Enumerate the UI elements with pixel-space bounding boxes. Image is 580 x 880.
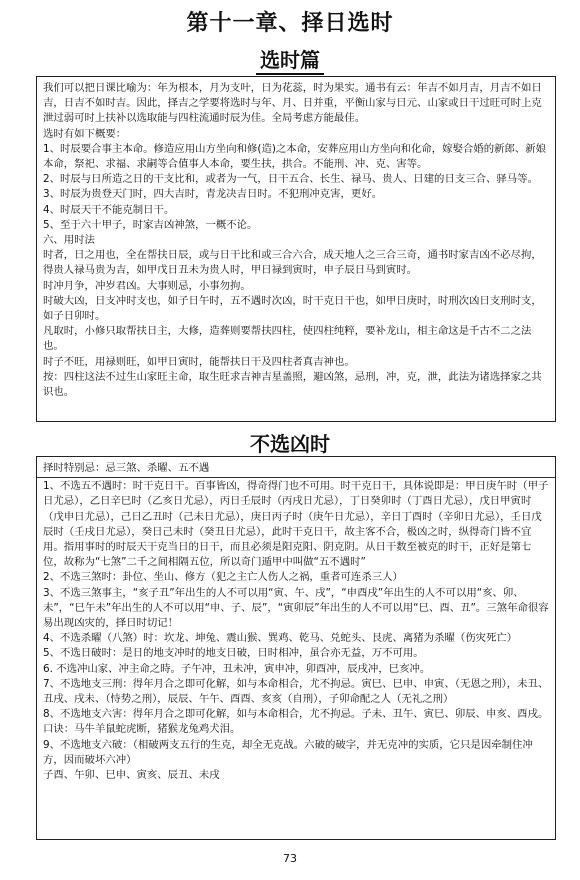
paragraph: 5、至于六十甲子，时家吉凶神煞，一概不论。 xyxy=(43,218,258,231)
section-title-avoid-bad-time: 不选凶时 xyxy=(250,432,330,456)
paragraph: 2、不选三煞时：卦位、坐山、修方（犯之主亡人伤人之祸，重者可连杀三人） xyxy=(43,571,403,584)
paragraph: 1、时辰要合事主本命。修造应用山方坐向和修(造)之本命，安葬应用山方坐向和化命，嫁娶合婚的新郎、新娘本命，祭祀、求福、求嗣等合值事人本命，要生扶，拱合。不能刑、冲、克、害等。 xyxy=(43,142,547,171)
paragraph: 8、不选地支六害：得年月合之即可化解，如与本命相合，尤不拘忌。子未、丑午、寅巳、卯辰、申亥、酉戌。口诀：马牛羊鼠蛇虎断，猪猴龙兔鸡犬泪。 xyxy=(43,708,549,736)
avoid-bad-time-box xyxy=(36,456,556,840)
select-time-box xyxy=(36,76,556,422)
paragraph: 凡取时，小修只取帮扶日主，大修，造葬则要帮扶四柱，使四柱纯粹，要补龙山，相主命这是千古不二之法也。 xyxy=(43,325,532,353)
divider xyxy=(37,477,555,478)
paragraph: 2、时辰与日所造之日的干支比和，或者为一气，日干五合、长生、禄马、贵人、日建的日支三合、驿马等。 xyxy=(43,173,538,186)
paragraph: 9、不选地支六破：（相破两支五行的生克，却全无克战。六破的破字，并无克冲的实质，它只是因牵制住冲方，因而破坏六冲） xyxy=(43,738,533,766)
paragraph: 1、不选五不遇时：时干克日干。百事皆凶，得奇得门也不可用。时干克日干，具体说即是：甲日庚午时（甲子日尤忌），乙日辛巳时（乙亥日尤忌），丙日壬辰时（丙戌日尤忌），丁日癸卯时（丁酉日尤忌），戊日甲寅时（戊申日尤忌），己日乙丑时（己未日尤忌），庚日丙子时（庚午日尤忌），辛日丁酉时（辛卯日尤忌），壬日戊辰时（壬戌日尤忌），癸日己未时（癸丑日尤忌），此时干克日干，故主客不合，极凶之时，纵得奇门皆不宜用。指用事时的时辰天干克当日的日干，而且必须是阳克阳、阴克阴。从日干数至被克的时干，正好是第七位，故称为“七煞”二千之间相隔五位，所以奇门遁甲中叫做“五不遇时” xyxy=(43,480,549,569)
paragraph: 7、不选地支三刑：得年月合之即可化解，如与本命相合，尤不拘忌。寅巳、巳申、申寅、（无恩之刑），未丑、丑戌、戌未、（恃势之刑），辰辰、午午、酉酉、亥亥（自刑），子卯命配之人（无礼之刑） xyxy=(43,677,549,706)
paragraph: 4、时辰天干不能克制日干。 xyxy=(43,203,175,216)
paragraph: 6. 不选冲山家、冲主命之時。子午冲，丑未冲，寅申冲，卯酉冲，辰戌冲，巳亥冲。 xyxy=(43,662,431,675)
paragraph: 时破大凶，日支冲时支也，如子日午时，五不遇时次凶，时干克日干也，如甲日庚时，时刑次凶日支刑时支，如子日卯时。 xyxy=(43,294,542,323)
paragraph: 按：四柱这法不过生山家旺主命，取生旺求吉神吉星盖照，避凶煞，忌刑，冲，克，泄，此法为诸选择家之共识也。 xyxy=(43,370,542,399)
paragraph: 3、时辰为贵登天门时，四大吉时，青龙决吉日时。不犯刑冲克害，更好。 xyxy=(43,188,383,201)
section-title-select-time xyxy=(0,44,580,73)
paragraph: 子酉、午卯、巳申、寅亥、辰丑、未戌 xyxy=(43,769,220,782)
paragraph: 时冲月争，冲岁君凶。大事则忌，小事勿拘。 xyxy=(43,279,251,292)
paragraph: 4、不选杀曜（八煞）时：坎龙、坤兔、震山猴、巽鸡、乾马、兑蛇头、艮虎、离猪为杀曜（伤灾死亡） xyxy=(43,632,518,645)
paragraph: 时者，日之用也，全在帮扶日辰，或与日干比和或三合六合，成天地人之三合三奇，通书时家吉凶不必尽拘，得贵人禄马贵为吉，如甲戊日丑未为贵人时，甲日禄到寅时，申子辰日马到寅时。 xyxy=(43,249,542,277)
paragraph: 5、不选日破时：是日的地支冲时的地支日破，日时相冲，虽合亦无益，万不可用。 xyxy=(43,647,424,660)
paragraph: 我们可以把日课比喻为：年为根本，月为支叶，日为花蕊，时为果实。通书有云：年吉不如月吉，月吉不如日吉，日吉不如时吉。因此，择吉之学要将选时与年、月、日并重，平衡山家与日元、山家或日干过旺可时上克泄过弱可时上扶补以选取能与四柱流通时辰为佳。全局考虑方能最佳。 xyxy=(43,82,542,125)
paragraph: 选时有如下概要： xyxy=(43,127,127,140)
page-number: 73 xyxy=(283,852,297,865)
section-title-select-time-text: 选时篇 xyxy=(256,48,324,75)
paragraph: 时子不旺，用禄则旺，如甲日寅时，能帮扶日干及四柱者真吉神也。 xyxy=(43,355,355,368)
paragraph: 3、不选三煞事主，“亥子丑”年出生的人不可以用“寅、午、戌”，“申酉戌”年出生的人不可以用“亥、卯、未”，“巳午未”年出生的人不可以用“申、子、辰”，“寅卯辰”年出生的人不可以用“巳、酉、丑”。三煞年命很容易出现凶灾的，择日时切记！ xyxy=(43,586,549,630)
chapter-title: 第十一章、择日选时 xyxy=(186,11,394,36)
paragraph: 六、用时法 xyxy=(43,234,95,247)
box-header-line: 择时特别忌：忌三煞、杀曜、五不遇 xyxy=(43,462,210,474)
